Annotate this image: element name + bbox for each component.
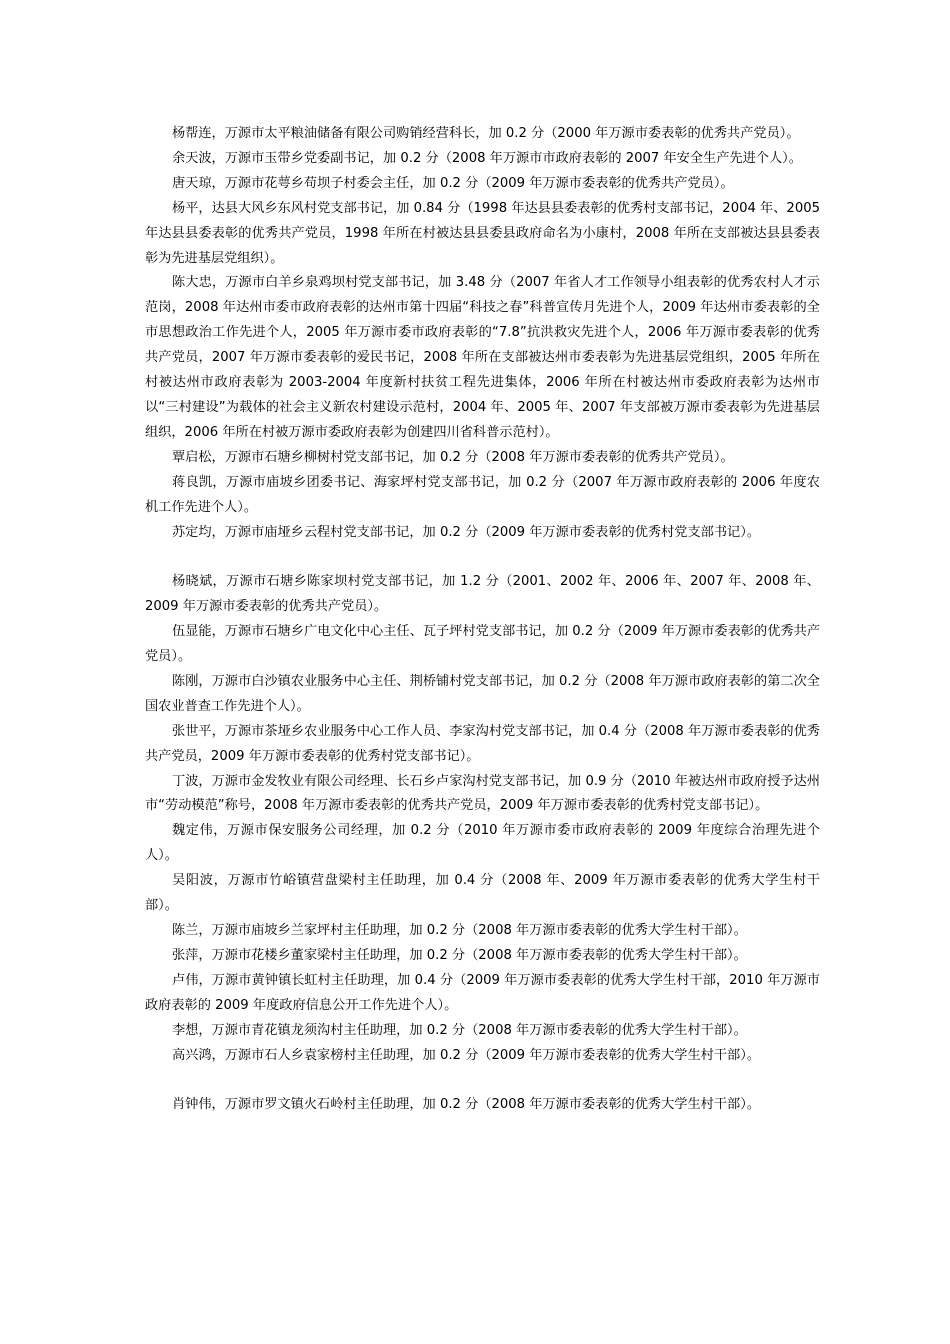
commendation-entry: 张世平，万源市茶垭乡农业服务中心工作人员、李家沟村党支部书记，加 0.4 分（2008 年万源市委表彰的优秀共产党员，2009 年万源市委表彰的优秀村党支部书记）。 bbox=[145, 723, 820, 764]
commendation-entry: 覃启松，万源市石塘乡柳树村党支部书记，加 0.2 分（2008 年万源市委表彰的优秀共产党员）。 bbox=[172, 449, 734, 465]
commendation-entry: 唐天琼，万源市花萼乡苟坝子村委会主任，加 0.2 分（2009 年万源市委表彰的优秀共产党员）。 bbox=[172, 175, 734, 191]
commendation-entry: 苏定均，万源市庙垭乡云程村党支部书记，加 0.2 分（2009 年万源市委表彰的优秀村党支部书记）。 bbox=[172, 524, 761, 540]
blank-line bbox=[145, 545, 820, 570]
commendation-entry: 陈大忠，万源市白羊乡泉鸡坝村党支部书记，加 3.48 分（2007 年省人才工作领导小组表彰的优秀农村人才示范岗，2008 年达州市委市政府表彰的达州市第十四届“科技之春”科普宣传月先进个人，2009 年达州市委表彰的全市思想政治工作先进个人，2005 年万源市委市政府表彰的“7.8”抗洪救灾先进个人，2006 年万源市委表彰的优秀共产党员，2007 年万源市委表彰的爱民书记，2008 年所在支部被达州市委表彰为先进基层党组织，2005 年所在村被达州市政府表彰为 2003-2004 年度新村扶贫工程先进集体，2006 年所在村被达州市委政府表彰为达州市以“三村建设”为载体的社会主义新农村建设示范村，2004 年、2005 年、2007 年支部被万源市委表彰为先进基层组织，2006 年所在村被万源市委政府表彰为创建四川省科普示范村）。 bbox=[145, 275, 820, 440]
commendation-entry: 张萍，万源市花楼乡董家梁村主任助理，加 0.2 分（2008 年万源市委表彰的优秀大学生村干部）。 bbox=[172, 947, 747, 963]
commendation-entry: 杨帮连，万源市太平粮油储备有限公司购销经营科长，加 0.2 分（2000 年万源市委表彰的优秀共产党员）。 bbox=[172, 126, 800, 141]
commendation-entry: 肖钟伟，万源市罗文镇火石岭村主任助理，加 0.2 分（2008 年万源市委表彰的优秀大学生村干部）。 bbox=[172, 1097, 761, 1113]
commendation-entry: 蒋良凯，万源市庙坡乡团委书记、海家坪村党支部书记，加 0.2 分（2007 年万源市政府表彰的 2006 年度农机工作先进个人）。 bbox=[145, 474, 820, 515]
commendation-entry: 杨平，达县大风乡东风村党支部书记，加 0.84 分（1998 年达县县委表彰的优秀村支部书记，2004 年、2005 年达县县委表彰的优秀共产党员，1998 年所在村被达县县委县政府命名为小康村，2008 年所在支部被达县县委表彰为先进基层党组织）。 bbox=[145, 200, 820, 266]
commendation-entry: 杨晓斌，万源市石塘乡陈家坝村党支部书记，加 1.2 分（2001、2002 年、2006 年、2007 年、2008 年、2009 年万源市委表彰的优秀共产党员）。 bbox=[145, 574, 820, 615]
commendation-entry: 吴阳波，万源市竹峪镇营盘梁村主任助理，加 0.4 分（2008 年、2009 年万源市委表彰的优秀大学生村干部）。 bbox=[145, 873, 820, 914]
commendation-entry: 卢伟，万源市黄钟镇长虹村主任助理，加 0.4 分（2009 年万源市委表彰的优秀大学生村干部，2010 年万源市政府表彰的 2009 年度政府信息公开工作先进个人）。 bbox=[145, 972, 820, 1013]
document-body bbox=[145, 122, 820, 1118]
commendation-entry: 高兴鸿，万源市石人乡袁家榜村主任助理，加 0.2 分（2009 年万源市委表彰的优秀大学生村干部）。 bbox=[172, 1047, 761, 1063]
commendation-entry: 陈兰，万源市庙坡乡兰家坪村主任助理，加 0.2 分（2008 年万源市委表彰的优秀大学生村干部）。 bbox=[172, 922, 747, 938]
commendation-entry: 丁波，万源市金发牧业有限公司经理、长石乡卢家沟村党支部书记，加 0.9 分（2010 年被达州市政府授予达州市“劳动模范”称号，2008 年万源市委表彰的优秀共产党员，2009 年万源市委表彰的优秀村党支部书记）。 bbox=[145, 773, 820, 814]
commendation-entry: 魏定伟，万源市保安服务公司经理，加 0.2 分（2010 年万源市委市政府表彰的 2009 年度综合治理先进个人）。 bbox=[145, 823, 820, 864]
commendation-entry: 余天波，万源市玉带乡党委副书记，加 0.2 分（2008 年万源市市政府表彰的 2007 年安全生产先进个人）。 bbox=[172, 150, 802, 166]
blank-line bbox=[145, 1068, 820, 1093]
commendation-entry: 李想，万源市青花镇龙须沟村主任助理，加 0.2 分（2008 年万源市委表彰的优秀大学生村干部）。 bbox=[172, 1022, 747, 1038]
commendation-entry: 陈刚，万源市白沙镇农业服务中心主任、荆桥铺村党支部书记，加 0.2 分（2008 年万源市政府表彰的第二次全国农业普查工作先进个人）。 bbox=[145, 673, 820, 714]
commendation-entry: 伍显能，万源市石塘乡广电文化中心主任、瓦子坪村党支部书记，加 0.2 分（2009 年万源市委表彰的优秀共产党员）。 bbox=[145, 624, 820, 665]
